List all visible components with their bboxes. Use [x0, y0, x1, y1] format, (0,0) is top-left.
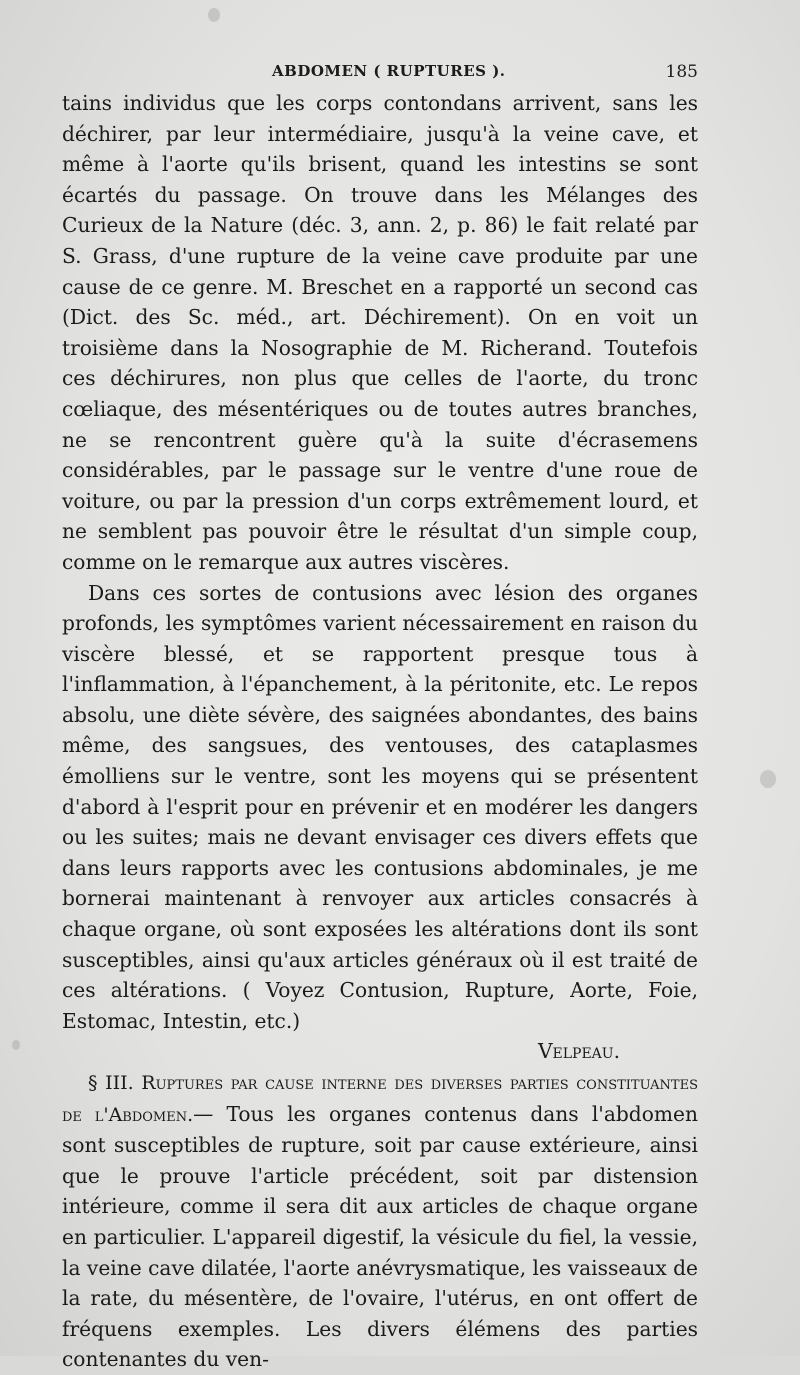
paragraph-treatment: Dans ces sortes de contusions avec lésion des organes profonds, les symptômes varient nécessairement en raison du viscère blessé, et se rapportent presque tous à l'inflammation, à l'épanchement, à la péritonite, etc. Le repos absolu, une diète sévère, des saignées abondantes, des bains même, des sangsues, des ventouses, des cataplasmes émolliens sur le ventre, sont les moyens qui se présentent d'abord à l'esprit pour en prévenir et en modérer les dangers ou les suites; mais ne devant envisager ces divers effets que dans leurs rapports avec les contusions abdominales, je me bornerai maintenant à renvoyer aux articles consacrés à chaque organe, où sont exposées les altérations dont ils sont susceptibles, ainsi qu'aux articles généraux où il est traité de ces altérations. ( Voyez Contusion, Rupture, Aorte, Foie, Estomac, Intestin, etc.)	[62, 580, 698, 1033]
paragraph-continued: tains individus que les corps contondans arrivent, sans les déchirer, par leur intermédiaire, jusqu'à la veine cave, et même à l'aorte qu'ils brisent, quand les intestins se sont écartés du passage. On trouve dans les Mélanges des Curieux de la Nature (déc. 3, ann. 2, p. 86) le fait relaté par S. Grass, d'une rupture de la veine cave produite par une cause de ce genre. M. Breschet en a rapporté un second cas (Dict. des Sc. méd., art. Déchirement). On en voit un troisième dans la Nosographie de M. Richerand. Toutefois ces déchirures, non plus que celles de l'aorte, du tronc cœliaque, des mésentériques ou de toutes autres branches, ne se rencontrent guère qu'à la suite d'écrasemens considérables, par le passage sur le ventre d'une roue de voiture, ou par la pression d'un corps extrêmement lourd, et ne semblent pas pouvoir être le résultat d'un simple coup, comme on le remarque aux autres viscères.	[62, 91, 698, 574]
body-text	[62, 88, 698, 1375]
section-text: — Tous les organes contenus dans l'abdomen sont susceptibles de rupture, soit par cause extérieure, ainsi que le prouve l'article précédent, soit par distension intérieure, comme il sera dit aux articles de chaque organe en particulier. L'appareil digestif, la vésicule du fiel, la vessie, la veine cave dilatée, l'aorte anévrysmatique, les vaisseaux de la rate, du mésentère, de l'ovaire, l'utérus, en ont offert de fréquens exemples. Les divers élémens des parties contenantes du ven-	[62, 1101, 698, 1372]
paper-spot	[760, 770, 776, 788]
section-heading: § III. Ruptures par cause interne des diverses parties constituantes de l'Abdomen.	[62, 1072, 698, 1126]
author-signature: Velpeau.	[537, 1039, 620, 1064]
paper-spot	[208, 8, 220, 22]
running-head	[60, 62, 700, 84]
paper-spot	[12, 1040, 20, 1050]
section-paragraph	[62, 1067, 698, 1375]
page-number: 185	[665, 62, 698, 82]
running-title: ABDOMEN ( RUPTURES ).	[272, 62, 506, 80]
